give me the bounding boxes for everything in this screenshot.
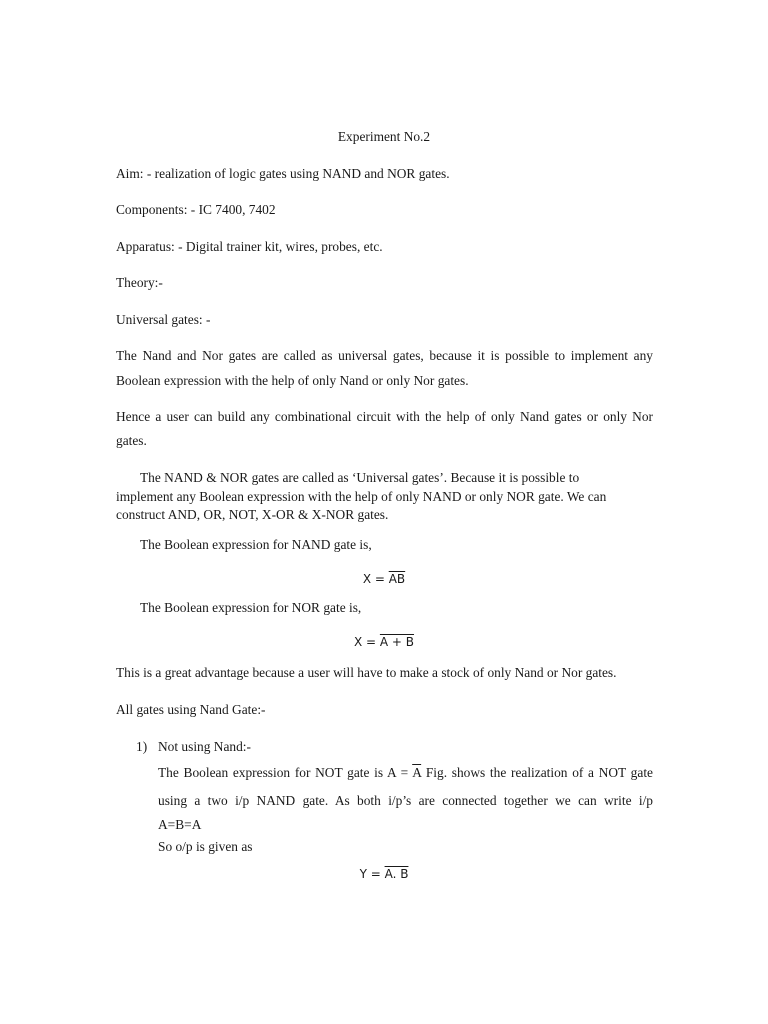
- paragraph-3-line-1: The NAND & NOR gates are called as ‘Universal gates’. Because it is possible to: [140, 470, 580, 485]
- nand-expression-intro: The Boolean expression for NAND gate is,: [140, 537, 372, 552]
- paragraph-3-line-2: implement any Boolean expression with the help of only NAND or only NOR gate. We can: [116, 489, 607, 504]
- nor-expression: [0, 634, 768, 650]
- universal-gates-heading: Universal gates: -: [116, 312, 211, 327]
- theory-heading: Theory:-: [116, 275, 163, 290]
- components-line: Components: - IC 7400, 7402: [116, 202, 276, 217]
- not-gate-line-1-overline: $\overline{A}$: [412, 765, 422, 780]
- not-gate-line-4: So o/p is given as: [158, 839, 253, 854]
- nor-expression-intro: The Boolean expression for NOR gate is,: [140, 600, 362, 615]
- list-heading: Not using Nand:-: [158, 739, 251, 754]
- not-gate-line-1-pre: The Boolean expression for NOT gate is A =: [158, 765, 413, 780]
- page-title: Experiment No.2: [337, 129, 431, 144]
- all-gates-heading: All gates using Nand Gate:-: [116, 702, 266, 717]
- advantage-line: This is a great advantage because a user will have to make a stock of only Nand or Nor gates.: [116, 665, 617, 680]
- paragraph-2-line-2: gates.: [116, 433, 147, 448]
- nor-expression-rhs: A + B: [379, 635, 415, 649]
- paragraph-1-line-1: The Nand and Nor gates are called as universal gates, because it is possible to implement any: [116, 348, 653, 363]
- nor-expression-lhs: X =: [353, 635, 380, 649]
- not-gate-line-1-post: Fig. shows the realization of a NOT gate: [421, 765, 653, 780]
- aim-line: Aim: - realization of logic gates using NAND and NOR gates.: [116, 166, 450, 181]
- nand-expression: [0, 571, 768, 587]
- not-gate-line-2: using a two i/p NAND gate. As both i/p’s are connected together we can write i/p: [158, 793, 653, 808]
- paragraph-3-line-3: construct AND, OR, NOT, X-OR & X-NOR gates.: [116, 507, 389, 522]
- output-expression-rhs: A. B: [384, 867, 409, 881]
- not-gate-line-3: A=B=A: [158, 817, 202, 832]
- paragraph-1-line-2: Boolean expression with the help of only Nand or only Nor gates.: [116, 373, 469, 388]
- nand-expression-lhs: X =: [362, 572, 389, 586]
- apparatus-line: Apparatus: - Digital trainer kit, wires, probes, etc.: [116, 239, 383, 254]
- paragraph-2-line-1: Hence a user can build any combinational circuit with the help of only Nand gates or only Nor: [116, 409, 653, 424]
- not-gate-line-1: [158, 765, 653, 781]
- output-expression-lhs: Y =: [359, 867, 385, 881]
- not-gate-output-expression: [0, 866, 768, 882]
- nand-expression-rhs: $\overline{AB}$: [388, 572, 406, 586]
- list-number: 1): [136, 739, 148, 754]
